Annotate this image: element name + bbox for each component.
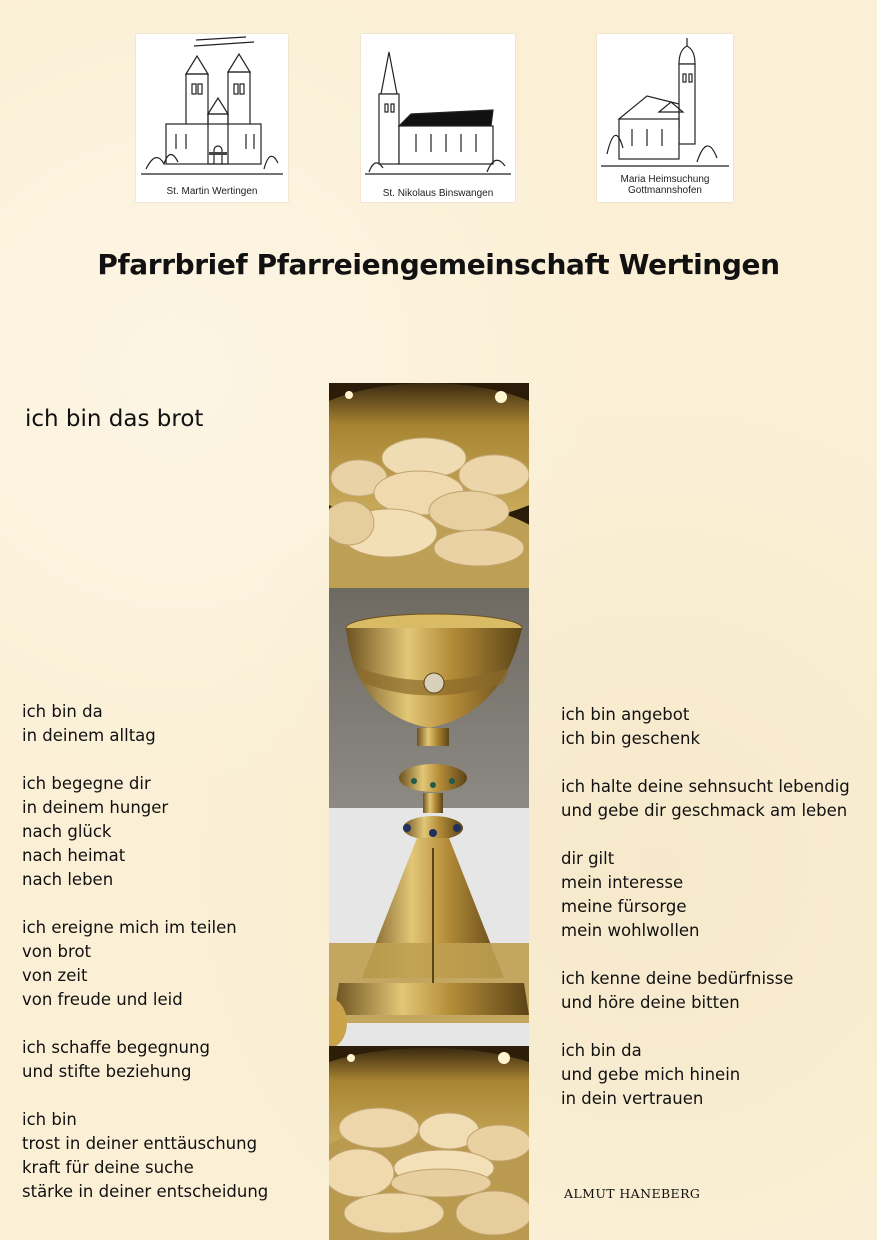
poem-line: dir gilt [561,849,615,868]
poem-line: kraft für deine suche [22,1158,194,1177]
church-onion-dome-drawing [597,34,733,174]
poem-line: stärke in deiner entscheidung [22,1182,269,1201]
logo-caption-line: St. Martin Wertingen [166,186,258,197]
poem-stanza [561,967,850,1015]
poem-line: und höre deine bitten [561,993,740,1012]
poem-line: in deinem alltag [22,726,156,745]
page-title: Pfarrbrief Pfarreiengemeinschaft Wertingen [97,248,780,281]
poem-line: ich bin [22,1110,77,1129]
logo-caption-line: Gottmannshofen [628,185,702,196]
poem-line: ich bin da [561,1041,642,1060]
poem-line: mein interesse [561,873,684,892]
logo-caption-line: Maria Heimsuchung [620,174,710,185]
logo-caption-line: St. Nikolaus Binswangen [382,188,494,199]
logo-maria-heimsuchung [597,34,733,202]
poem-line: ich schaffe begegnung [22,1038,210,1057]
poem-line: trost in deiner enttäuschung [22,1134,258,1153]
poem-line: von freude und leid [22,990,183,1009]
logo-caption [361,188,515,199]
poem-stanza [22,916,268,1012]
poem-line: meine fürsorge [561,897,687,916]
poem-stanza [561,1039,850,1111]
poem-line: in dein vertrauen [561,1089,704,1108]
poem-line: von zeit [22,966,88,985]
poem-line: nach heimat [22,846,126,865]
poem-line: ich begegne dir [22,774,151,793]
poem-stanza [561,703,850,751]
photo-hosts-top [329,383,529,623]
logo-st-nikolaus [361,34,515,202]
poem-line: nach leben [22,870,114,889]
logo-caption [597,174,733,196]
photo-strip-host-chalice [329,383,529,1240]
photo-chalice [329,588,529,1048]
church-twin-towers-drawing [136,34,288,184]
poem-stanza [22,700,268,748]
poem-line: nach glück [22,822,112,841]
church-spire-drawing [361,34,515,184]
poem-line: ich bin angebot [561,705,690,724]
poem-title: ich bin das brot [25,406,204,432]
poem-stanza [561,847,850,943]
poem-stanza [22,1108,268,1204]
poem-line: in deinem hunger [22,798,169,817]
poem-line: und gebe mich hinein [561,1065,741,1084]
logo-st-martin [136,34,288,202]
poem-line: ich bin geschenk [561,729,701,748]
poem-stanza [22,1036,268,1084]
poem-line: mein wohlwollen [561,921,700,940]
poem-stanza [561,775,850,823]
poem-line: von brot [22,942,92,961]
poem-line: ich bin da [22,702,103,721]
poem-left-column [22,700,268,1228]
poem-line: ich kenne deine bedürfnisse [561,969,794,988]
poem-line: und stifte beziehung [22,1062,192,1081]
photo-hosts-bottom [329,1046,529,1240]
poem-right-column [561,703,850,1135]
poem-line: ich halte deine sehnsucht lebendig [561,777,850,796]
poem-line: ich ereigne mich im teilen [22,918,237,937]
logo-caption [136,186,288,197]
author-name: ALMUT HANEBERG [564,1186,701,1201]
poem-stanza [22,772,268,892]
poem-line: und gebe dir geschmack am leben [561,801,848,820]
